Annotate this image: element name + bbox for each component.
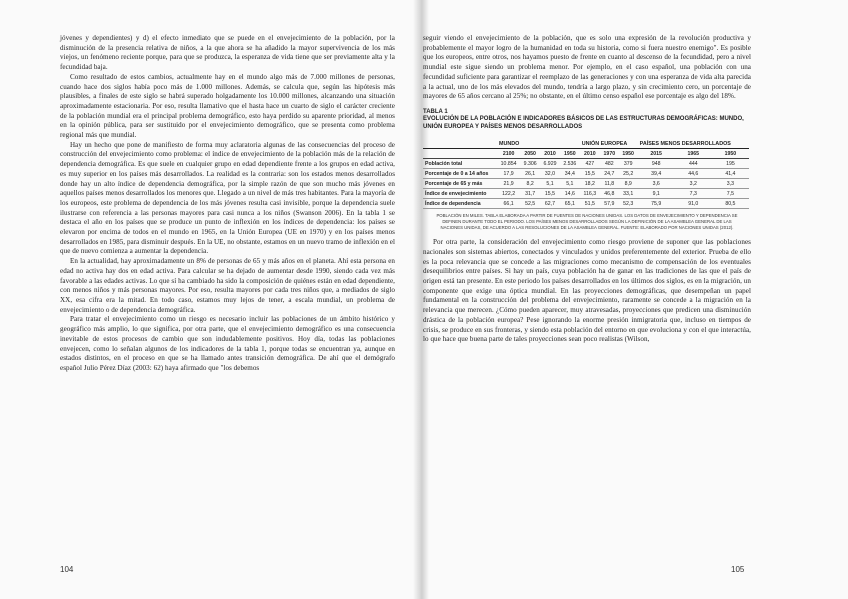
table-cell: 5,1: [566, 180, 574, 187]
left-paragraph-4: En la actualidad, hay aproximadamente un 8% de personas de 65 y más años en el planeta. Ahí esta persona en edad no activa hay dos en edad activa. Para calcular se ha dejado de aumentar desde 1990, siendo cada vez más favorable a las edades activas. Lo que sí ha cambiado ha sido la composición de quiénes están en edad dependiente, con menos niños y más personas mayores. Por eso, resulta mayores por cada tres niños que, a mediados de siglo XX, esa cifra era la mitad. En todo caso, estamos muy lejos de tener, a escala mundial, un problema de envejecimiento o de dependencia demográfica.: [60, 257, 395, 314]
group-header-eu: UNIÓN EUROPEA: [580, 139, 638, 149]
table-cell: 24,7: [604, 170, 615, 177]
group-header-world: MUNDO: [497, 139, 580, 149]
table-cell: 948: [651, 160, 661, 167]
table-cell: 7,5: [726, 190, 735, 197]
right-paragraph-1: seguir viendo el envejecimiento de la población, que es solo una expresión de la revolución productiva y probablemente el mayor logro de la humanidad en toda su historia, como si fuera nuestro enemigo". Es posible que los europeos, entre otros, nos hayamos puesto de frente en cuanto al descenso de la fecundidad, pero a nivel mundial este sigue siendo un problema menor. Por ejemplo, en el caso español, una población con una fecundidad suficiente para garantizar el reemplazo de las generaciones y con una esperanza de vida alta parecida a la actual, uno de los más elevados del mundo, tendría a largo plazo, y sin crecimiento cero, un porcentaje de mayores de 65 años cercano al 25%; no obstante, en el último censo español ese porcentaje es algo del 18%.: [423, 34, 751, 101]
table-cell: 15,5: [544, 190, 556, 197]
table-source-note: POBLACIÓN EN MILES. TABLA ELABORADA A PARTIR DE FUENTES DE NACIONES UNIDAS. LOS DATOS DE ENVEJECIMIENTO Y DEPENDENCIA SE DEFINEN DURANTE TODO EL PERIODO. LOS PAÍSES MENOS DESARROLLADOS SEGÚN LA DEFINICIÓN DE LA ASAMBLEA GENERAL DE LAS NACIONES UNIDAS, DE ACUERDO A LAS RESOLUCIONES DE LA ASAMBLEA GENERAL. FUENTE: ELABORADO POR NACIONES UNIDAS (2012).: [436, 213, 738, 230]
year-header: 2100: [497, 149, 520, 159]
row-label: Población total: [425, 160, 463, 167]
table-row: [423, 159, 749, 169]
table-cell: 65,1: [564, 200, 575, 207]
year-header: 1950: [619, 149, 638, 159]
table-cell: 52,3: [623, 200, 634, 207]
left-paragraph-3: Hay un hecho que pone de manifiesto de forma muy aclaratoria algunas de las consecuencias del proceso de construcción del envejecimiento como problema: el índice de envejecimiento de la población más de la relación de dependencia demográfica. Es que suele en cualquier grupo en edad dependiente frente a los grupos en edad activa, es muy superior en los países más desarrollados. La realidad es la contraria: son los estados menos desarrollados donde hay un alto índice de dependencia demográfica, por la simple razón de que son mucho más jóvenes en aquellos países menos desarrollados los menores que. Llegado a un nivel de más tres habitantes. Para la mayoría de los europeos, este problema de dependencia de los más jóvenes resulta casi invisible, porque la dependencia suele ilustrarse con referencia a las personas mayores para casi nunca a los niños (Swanson 2006). En la tabla 1 se destaca el año en los países que se produce un punto de inflexión en los índices de dependencia: los países se elevaron por encima de todos en el mundo en 1965, en la Unión Europea (UE en 1970) y en los países menos desarrollados en 1985, para disminuir después. En la UE, no obstante, estamos en un nuevo tramo de inflexión en el que de nuevo comienza a aumentar la dependencia.: [60, 140, 395, 256]
group-header-ldc: PAÍSES MENOS DESARROLLADOS: [638, 139, 749, 149]
row-label: Porcentaje de 0 a 14 años: [425, 170, 489, 177]
table-cell: 9,1: [652, 190, 660, 197]
right-page: [423, 34, 751, 345]
table-row: [423, 179, 749, 189]
table-cell: 80,5: [725, 200, 736, 207]
table-row: [423, 199, 749, 209]
table-cell: 75,9: [651, 200, 662, 207]
table-cell: 3,6: [652, 180, 660, 187]
table-row: [423, 169, 749, 179]
table-cell: 15,5: [584, 170, 595, 177]
table-cell: 33,1: [623, 190, 634, 197]
table-cell: 122,2: [502, 190, 516, 197]
year-header: 1965: [675, 149, 712, 159]
table-cell: 8,2: [526, 180, 534, 187]
left-paragraph-1: jóvenes y dependientes) y d) el efecto inmediato que se puede en el envejecimiento de la población, por la disminución de la presencia relativa de niños, a la que ahora se ha añadido la mayor supervivencia de los más viejos, un fenómeno reciente porque, para que se produzca, la esperanza de vida tiene que ser previamente alta y la fecundidad baja.: [60, 34, 395, 72]
year-header: 1950: [560, 149, 580, 159]
table-cell: 482: [604, 160, 614, 167]
table-cell: 31,7: [525, 190, 536, 197]
table-cell: 379: [623, 160, 633, 167]
table-subtitle: EVOLUCIÓN DE LA POBLACIÓN E INDICADORES BÁSICOS DE LAS ESTRUCTURAS DEMOGRÁFICAS: MUNDO, UNIÓN EUROPEA Y PAÍSES MENOS DESARROLLADOS: [423, 116, 744, 130]
left-page-number: 104: [60, 565, 74, 574]
table-cell: 18,2: [584, 180, 595, 187]
table-cell: 34,4: [564, 170, 575, 177]
table-cell: 26,1: [525, 170, 536, 177]
row-label: Porcentaje de 65 y más: [425, 180, 483, 187]
table-cell: 3,3: [726, 180, 735, 187]
year-header-row: [423, 149, 749, 159]
table-cell: 52,5: [525, 200, 536, 207]
table-cell: 9.306: [523, 160, 537, 167]
table-cell: 116,3: [583, 190, 597, 197]
table-cell: 14,6: [564, 190, 575, 197]
table-cell: 427: [585, 160, 595, 167]
table-cell: 66,1: [503, 200, 514, 207]
table-cell: 195: [726, 160, 735, 167]
table-cell: 25,2: [623, 170, 634, 177]
table-cell: 41,4: [725, 170, 736, 177]
table-row: [423, 189, 749, 199]
row-label: Índice de envejecimiento: [425, 190, 487, 197]
table-cell: 444: [688, 160, 698, 167]
right-paragraph-2: Por otra parte, la consideración del envejecimiento como riesgo proviene de suponer que las poblaciones nacionales son sistemas abiertos, conectados y vinculados y unidos preferentemente del exterior. Prueba de ello es la poca relevancia que se concede a las migraciones como mecanismo de compensación de los eventuales desequilibrios entre países. Si hay un país, cuya población ha de ganar en las tradiciones de las que el país de origen está tan presente. En este periodo los países desarrollados en los últimos dos siglos, es en la migración, un componente que exige una óptica mundial. En las proyecciones demográficas, que desempeñan un papel fundamental en la construcción del problema del envejecimiento, raramente se concede a la migración en la relevancia que merecen. ¿Cómo pueden aparecer, muy atravesadas, proyecciones que predicen una disminución drástica de la población europea? Pese ignorando la enorme presión inmigratoria que, incluso en tiempos de crisis, se produce en sus fronteras, y siendo esta población del entorno en que evoluciona y con el que interactúa, lo que hace que buena parte de tales proyecciones sean poco realistas (Wilson,: [423, 238, 751, 344]
table-cell: 51,5: [584, 200, 595, 207]
table-cell: 21,9: [503, 180, 514, 187]
table-cell: 11,8: [604, 180, 615, 187]
left-page: [60, 34, 395, 374]
table-title: TABLA 1: [423, 108, 448, 115]
right-page-number: 105: [731, 565, 745, 574]
table-cell: 17,9: [503, 170, 514, 177]
table-cell: 46,8: [604, 190, 615, 197]
demographics-table: [423, 139, 749, 209]
table-cell: 8,9: [624, 180, 632, 187]
table-cell: 6.929: [543, 160, 557, 167]
table-cell: 62,7: [544, 200, 556, 207]
left-paragraph-5: Para tratar el envejecimiento como un riesgo es necesario incluir las poblaciones de un ámbito histórico y geográfico más amplio, lo que significa, por otra parte, que el envejecimiento demográfico es una consecuencia inevitable de estos procesos de cambio que son indudablemente positivos. Hoy día, todas las poblaciones envejecen, como lo señalan algunos de los indicadores de la tabla 1, porque todas se encuentran ya, aunque en estados distintos, en el proceso en que se ha llamado antes transición demográfica. De ahí que el demógrafo español Julio Pérez Díaz (2003: 62) haya afirmado que "los debemos: [60, 315, 395, 372]
table-cell: 91,0: [688, 200, 699, 207]
year-header: 2010: [540, 149, 560, 159]
row-label: Índice de dependencia: [425, 200, 481, 207]
table-cell: 57,9: [604, 200, 615, 207]
year-header: 1970: [600, 149, 619, 159]
year-header: 1950: [712, 149, 749, 159]
left-paragraph-2: Como resultado de estos cambios, actualmente hay en el mundo algo más de 7.000 millones de personas, cuando hace dos siglos había poco más de 1.000 millones. Además, se calcula que, según las hipótesis más plausibles, a finales de este siglo se habrá superado holgadamente los 10.000 millones, alcanzando una situación aproximadamente estacionaria. Por eso, resulta llamativo que el hasta hace un cuarto de siglo el carácter creciente de la población mundial era el principal problema demográfico, esto haya perdido su aparente prioridad, al menos en la opinión pública, para ser sustituido por el envejecimiento demográfico, que se presenta como problema regional más que mundial.: [60, 72, 395, 140]
year-header: 2010: [580, 149, 600, 159]
year-header: 2015: [638, 149, 675, 159]
table-cell: 3,2: [689, 180, 697, 187]
table-cell: 2.536: [563, 160, 577, 167]
table-cell: 32,0: [544, 170, 556, 177]
year-header: 2050: [520, 149, 540, 159]
table-cell: 10.854: [500, 160, 517, 167]
table-body: [423, 159, 749, 209]
table-cell: 44,6: [688, 170, 699, 177]
table-cell: 5,1: [546, 180, 554, 187]
table-cell: 7,3: [689, 190, 697, 197]
table-cell: 39,4: [651, 170, 662, 177]
